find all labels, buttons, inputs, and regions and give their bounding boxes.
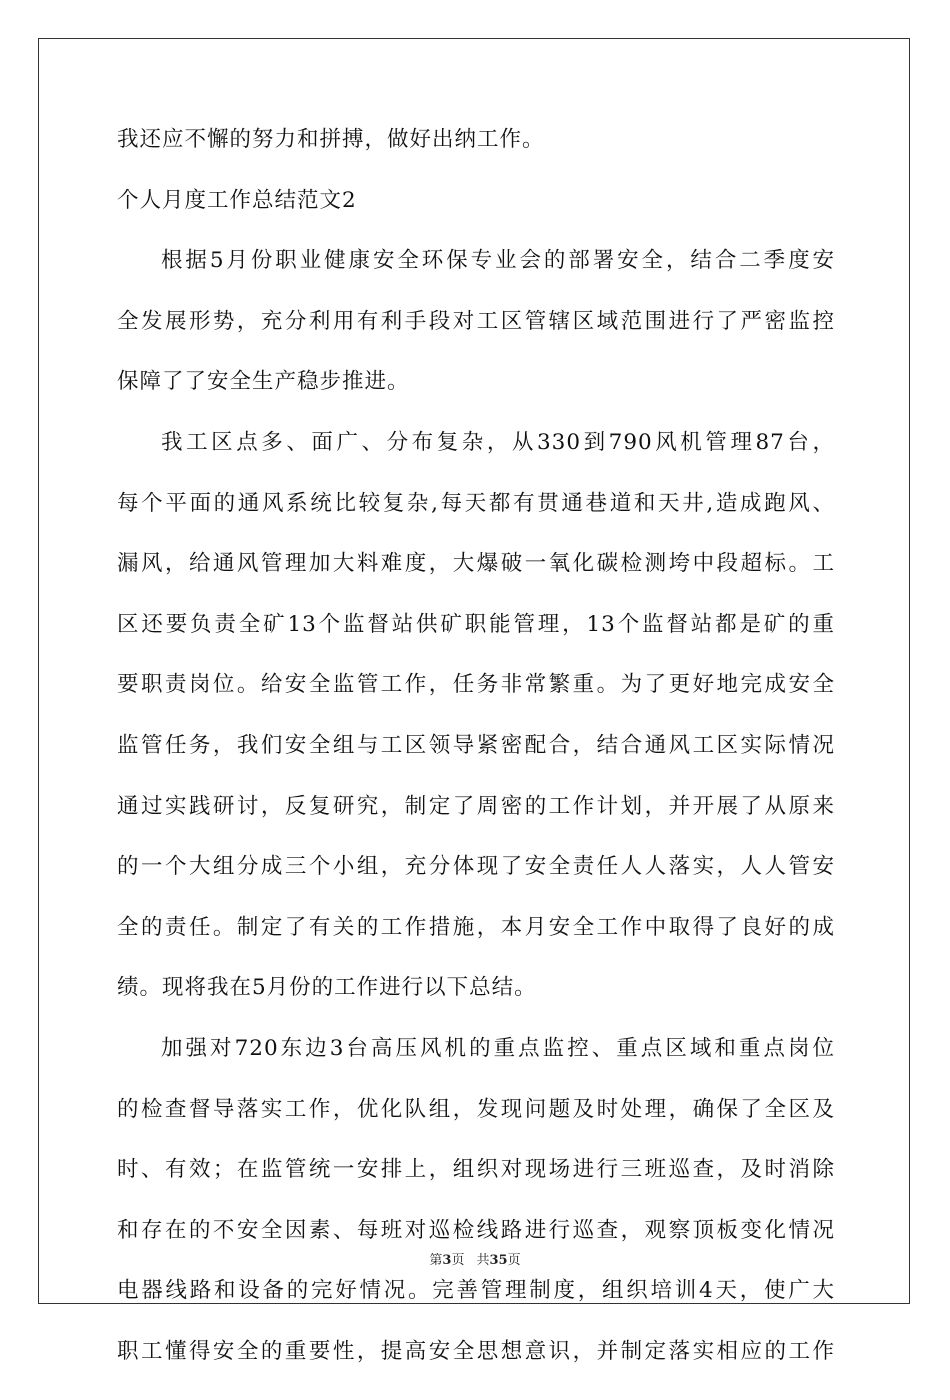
text-line: 每个平面的通风系统比较复杂,每天都有贯通巷道和天井,造成跑风、 [117, 490, 835, 516]
text-line: 通过实践研讨，反复研究，制定了周密的工作计划，并开展了从原来 [117, 793, 835, 819]
document-body [117, 128, 835, 1400]
text-line: 个人月度工作总结范文2 [117, 187, 357, 213]
text-line: 要职责岗位。给安全监管工作，任务非常繁重。为了更好地完成安全 [117, 672, 835, 698]
page-suffix: 页 [451, 1253, 465, 1268]
text-line: 我还应不懈的努力和拼搏，做好出纳工作。 [117, 127, 545, 152]
text-line: 全的责任。制定了有关的工作措施，本月安全工作中取得了良好的成 [117, 914, 835, 940]
text-line: 绩。现将我在5月份的工作进行以下总结。 [117, 975, 537, 1001]
text-line: 的一个大组分成三个小组，充分体现了安全责任人人落实，人人管安 [117, 854, 835, 880]
page-prefix: 第 [429, 1253, 443, 1268]
text-line: 监管任务，我们安全组与工区领导紧密配合，结合通风工区实际情况 [117, 732, 835, 758]
total-prefix: 共 [476, 1253, 490, 1268]
total-suffix: 页 [507, 1253, 521, 1268]
text-line: 时、有效；在监管统一安排上，组织对现场进行三班巡查，及时消除 [117, 1157, 835, 1183]
text-line: 的检查督导落实工作，优化队组，发现问题及时处理，确保了全区及 [117, 1096, 835, 1122]
text-line: 根据5月份职业健康安全环保专业会的部署安全，结合二季度安 [161, 248, 835, 274]
text-line: 和存在的不安全因素、每班对巡检线路进行巡查，观察顶板变化情况 [117, 1217, 835, 1243]
total-pages: 35 [489, 1253, 508, 1268]
text-line: 职工懂得安全的重要性，提高安全思想意识，并制定落实相应的工作 [117, 1338, 835, 1364]
page-footer [0, 1249, 950, 1268]
text-line: 区还要负责全矿13个监督站供矿职能管理，13个监督站都是矿的重 [117, 611, 835, 637]
text-line: 加强对720东边3台高压风机的重点监控、重点区域和重点岗位 [161, 1035, 835, 1061]
text-line: 保障了了安全生产稳步推进。 [117, 369, 410, 395]
text-line: 全发展形势，充分利用有利手段对工区管辖区域范围进行了严密监控 [117, 308, 835, 334]
text-line: 漏风，给通风管理加大料难度，大爆破一氧化碳检测垮中段超标。工 [117, 551, 835, 577]
text-line: 电器线路和设备的完好情况。完善管理制度，组织培训4天，使广大 [117, 1278, 835, 1304]
page-number: 3 [442, 1253, 452, 1268]
text-line: 我工区点多、面广、分布复杂，从330到790风机管理87台， [161, 429, 835, 455]
